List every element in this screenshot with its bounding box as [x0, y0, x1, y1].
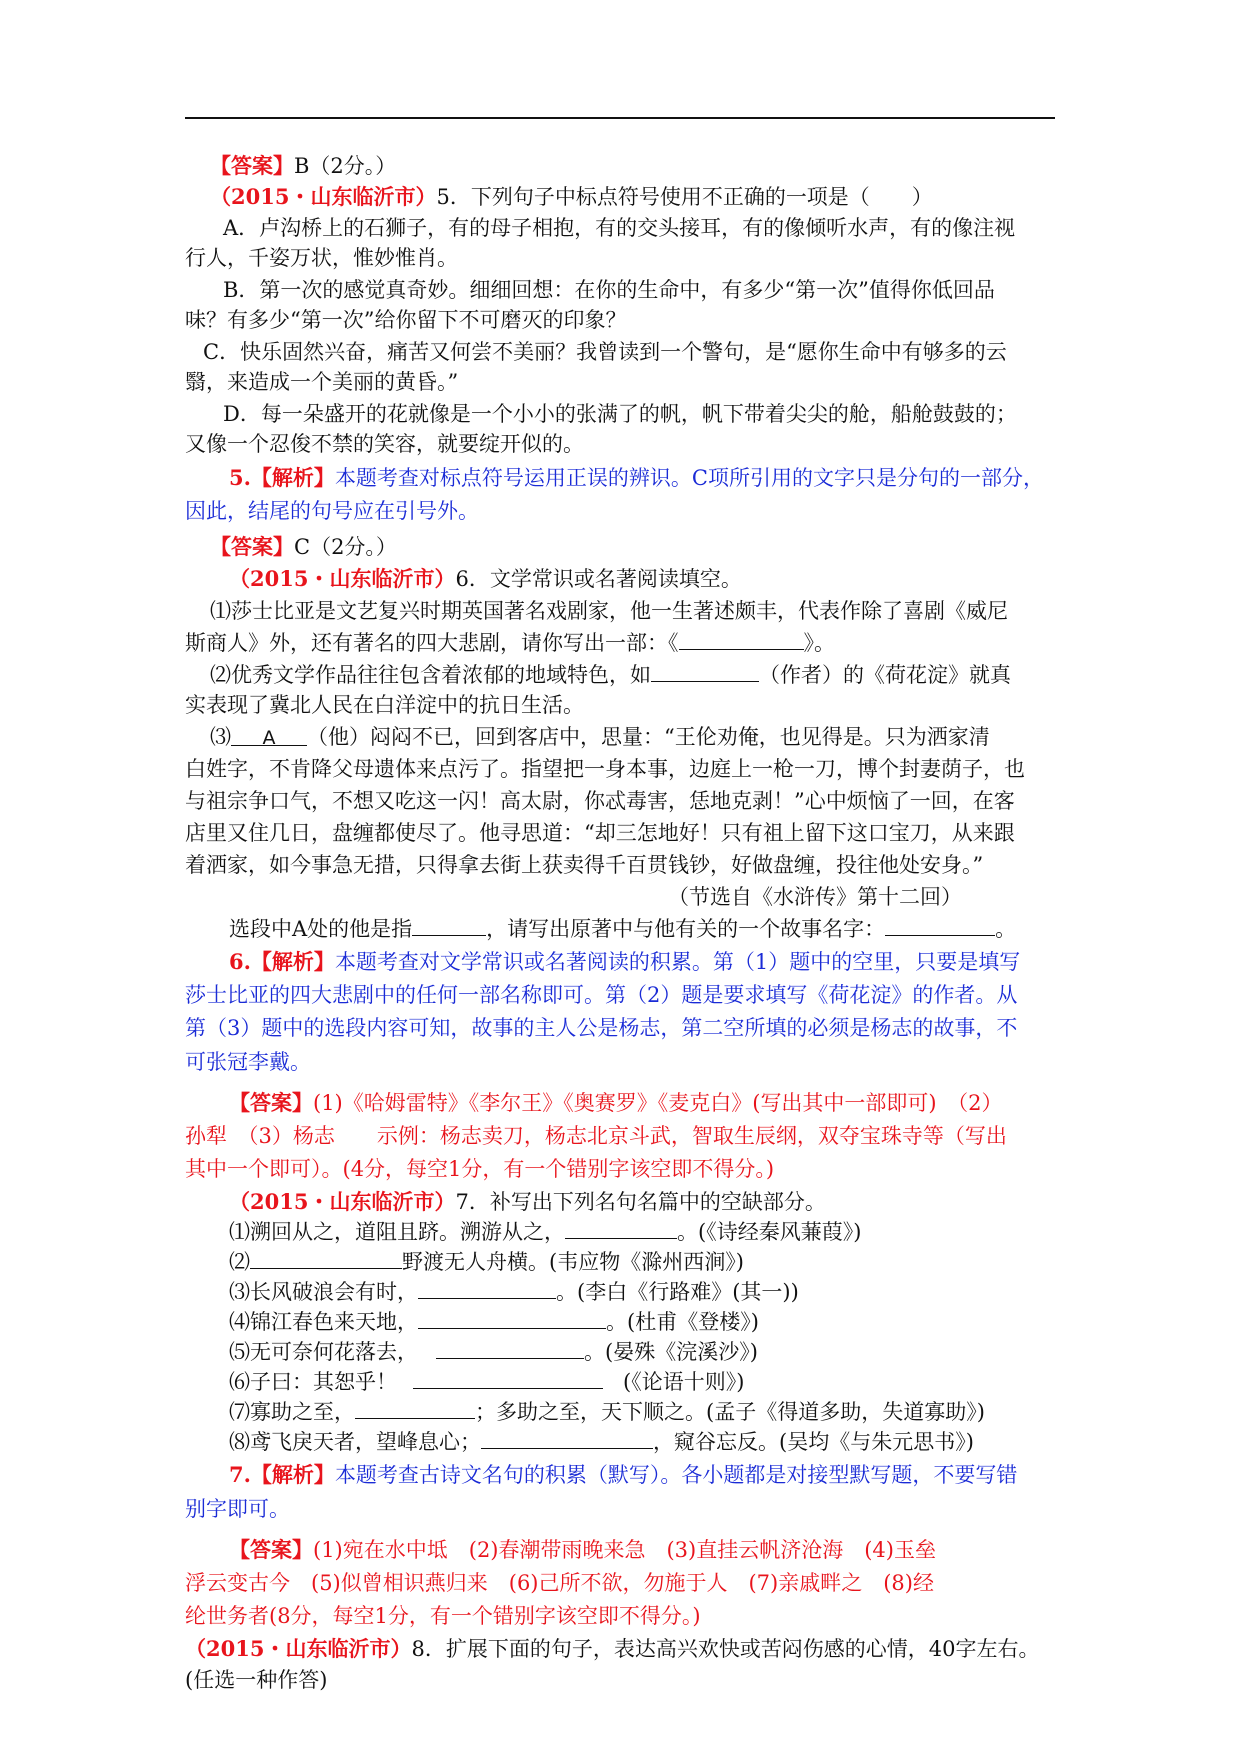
- question-stem: 5．下列句子中标点符号使用不正确的一项是（ ）: [436, 185, 933, 209]
- q8-stem-line: [185, 1634, 1040, 1664]
- q7-item-7: [229, 1396, 985, 1427]
- answer-tag: 【答案】: [229, 1090, 313, 1115]
- answer-tag: 【答案】: [210, 534, 294, 559]
- question-source: （2015・山东临沂市）: [210, 184, 437, 209]
- q5-option-c-line1: C．快乐固然兴奋，痛苦又何尝不美丽？我曾读到一个警句，是“愿你生命中有够多的云: [203, 340, 1007, 364]
- q6-p3-line5: 着洒家，如今事急无措，只得拿去街上获卖得千百贯钱钞，好做盘缠，投往他处安身。”: [185, 853, 984, 877]
- q5-option-a-line1: A．卢沟桥上的石狮子，有的母子相抱，有的交头接耳，有的像倾听水声，有的像注视: [223, 216, 1016, 240]
- question-source: （2015・山东临沂市）: [229, 1189, 456, 1214]
- q7-item-8: [229, 1426, 974, 1457]
- q7-item-source: 。(晏殊《浣溪沙》): [584, 1340, 758, 1364]
- q6-answer-line2: 孙犁 （3）杨志 示例：杨志卖刀，杨志北京斗武，智取生辰纲，双夺宝珠寺等（写出: [185, 1124, 1007, 1148]
- q7-item-text: ⑹子曰：其恕乎！: [229, 1370, 397, 1394]
- q7-item-1: [229, 1216, 861, 1247]
- q7-blank-8[interactable]: [481, 1426, 653, 1449]
- q7-item-text: ⑴溯回从之，道阻且跻。溯游从之，: [229, 1220, 565, 1244]
- q7-item-source: 。(李白《行路难》(其一)): [556, 1280, 799, 1304]
- q7-item-text: ⑶长风破浪会有时，: [229, 1280, 418, 1304]
- q7-answer-line2: 浮云变古今 (5)似曾相识燕归来 (6)己所不欲，勿施于人 (7)亲戚畔之 (8)经: [185, 1571, 934, 1595]
- answer-text: B（2分。）: [294, 154, 397, 178]
- q6-analysis-line1: [229, 947, 1020, 977]
- q5-analysis-line2: 因此，结尾的句号应在引号外。: [185, 499, 479, 523]
- q7-blank-6[interactable]: [413, 1366, 603, 1389]
- q6-analysis-line4: 可张冠李戴。: [185, 1050, 311, 1074]
- q5-option-d-line2: 又像一个忍俊不禁的笑容，就要绽开似的。: [185, 432, 584, 456]
- q6-answer-line1: [229, 1088, 1003, 1118]
- q6-p1-line2: [185, 627, 835, 658]
- q7-blank-7[interactable]: [355, 1396, 475, 1419]
- question-stem: 7．补写出下列名句名篇中的空缺部分。: [455, 1190, 826, 1214]
- q6-p4-line: [229, 913, 1016, 944]
- answer-text: (1)宛在水中坻 (2)春潮带雨晚来急 (3)直挂云帆济沧海 (4)玉垒: [313, 1538, 936, 1562]
- q8-stem-line2: (任选一种作答): [185, 1668, 328, 1692]
- q7-item-6: [229, 1366, 744, 1397]
- q7-item-text: ⑷锦江春色来天地，: [229, 1310, 418, 1334]
- q5-analysis-line1: [229, 463, 1044, 493]
- q6-blank-a[interactable]: A: [231, 723, 307, 746]
- q5-answer-line: [210, 532, 397, 562]
- analysis-text: 本题考查古诗文名句的积累（默写）。各小题都是对接型默写题，不要写错: [334, 1463, 1018, 1487]
- q6-p4-end: 。: [995, 917, 1017, 941]
- q7-item-source: ，窥谷忘反。(吴均《与朱元思书》): [653, 1430, 974, 1454]
- q7-item-3: [229, 1276, 799, 1307]
- question-stem: 8．扩展下面的句子，表达高兴欢快或苦闷伤感的心情，40字左右。: [411, 1637, 1040, 1661]
- q7-analysis-line2: 别字即可。: [185, 1497, 290, 1521]
- q6-p3-text: （他）闷闷不已，回到客店中，思量：“王伦劝俺，也见得是。只为洒家清: [307, 725, 990, 749]
- q7-item-5: [229, 1336, 758, 1367]
- q6-blank-4[interactable]: [885, 913, 995, 936]
- question-stem: 6．文学常识或名著阅读填空。: [455, 567, 742, 591]
- q6-p3-line1: [210, 722, 990, 752]
- q6-p4-text: 选段中A处的他是指: [229, 917, 413, 941]
- q5-option-b-line1: B．第一次的感觉真奇妙。细细回想：在你的生命中，有多少“第一次”值得你低回品: [223, 278, 995, 302]
- q6-p1-line1: ⑴莎士比亚是文艺复兴时期英国著名戏剧家，他一生著述颇丰，代表作除了喜剧《威尼: [210, 599, 1008, 623]
- q7-blank-4[interactable]: [418, 1306, 606, 1329]
- q6-blank-1[interactable]: [679, 627, 804, 650]
- q6-p3-line3: 与祖宗争口气，不想又吃这一闪！高太尉，你忒毒害，恁地克剥！”心中烦恼了一回，在客: [185, 789, 1015, 813]
- answer-tag: 【答案】: [210, 153, 294, 178]
- q5-option-d-line1: D．每一朵盛开的花就像是一个小小的张满了的帆，帆下带着尖尖的舱，船舱鼓鼓的；: [223, 402, 1017, 426]
- q6-analysis-line3: 第（3）题中的选段内容可知，故事的主人公是杨志，第二空所填的必须是杨志的故事，不: [185, 1016, 1018, 1040]
- question-source: （2015・山东临沂市）: [229, 566, 456, 591]
- q7-blank-2[interactable]: [250, 1246, 402, 1269]
- analysis-text: 本题考查对标点符号运用正误的辨识。C项所引用的文字只是分句的一部分，: [334, 466, 1045, 490]
- answer-text: C（2分。）: [294, 535, 397, 559]
- q6-p1-text: 斯商人》外，还有著名的四大悲剧，请你写出一部：《: [185, 631, 679, 655]
- q6-p2-line1: [210, 659, 1011, 690]
- q7-item-4: [229, 1306, 759, 1337]
- q7-blank-3[interactable]: [418, 1276, 556, 1299]
- q5-option-b-line2: 味？有多少“第一次”给你留下不可磨灭的印象？: [185, 308, 627, 332]
- q7-item-text: ⑺寡助之至，: [229, 1400, 355, 1424]
- q6-p3-line4: 店里又住几日，盘缠都使尽了。他寻思道：“却三怎地好！只有祖上留下这口宝刀，从来跟: [185, 821, 1015, 845]
- q6-p3-source: （节选自《水浒传》第十二回）: [668, 885, 962, 909]
- q6-answer-line3: 其中一个即可）。(4分，每空1分，有一个错别字该空即不得分。): [185, 1157, 775, 1181]
- question-source: （2015・山东临沂市）: [185, 1636, 412, 1661]
- q7-item-source: (《论语十则》): [623, 1370, 745, 1394]
- q7-item-source: 。(《诗经秦风蒹葭》): [677, 1220, 862, 1244]
- answer-text: (1)《哈姆雷特》《李尔王》《奥赛罗》《麦克白》(写出其中一部即可) （2）: [313, 1091, 1003, 1115]
- q7-item-2: [229, 1246, 744, 1277]
- analysis-tag: 7.【解析】: [229, 1462, 335, 1487]
- analysis-text: 本题考查对文学常识或名著阅读的积累。第（1）题中的空里，只要是填写: [334, 950, 1021, 974]
- analysis-tag: 6.【解析】: [229, 949, 335, 974]
- q4-answer-line: [210, 151, 396, 181]
- q5-option-c-line2: 翳，来造成一个美丽的黄昏。”: [185, 370, 459, 394]
- q6-p3-number: ⑶: [210, 725, 231, 749]
- q7-item-text: ⑻鸢飞戾天者，望峰息心；: [229, 1430, 481, 1454]
- q6-blank-3[interactable]: [412, 913, 486, 936]
- q7-answer-line3: 纶世务者(8分，每空1分，有一个错别字该空即不得分。): [185, 1604, 701, 1628]
- q6-p2-line2: 实表现了冀北人民在白洋淀中的抗日生活。: [185, 693, 584, 717]
- q6-analysis-line2: 莎士比亚的四大悲剧中的任何一部名称即可。第（2）题是要求填写《荷花淀》的作者。从: [185, 983, 1018, 1007]
- q5-option-a-line2: 行人，千姿万状，惟妙惟肖。: [185, 246, 458, 270]
- header-rule: [185, 117, 1055, 119]
- q6-p3-line2: 白姓字，不肯降父母遗体来点污了。指望把一身本事，边庭上一枪一刀，博个封妻荫子，也: [185, 757, 1025, 781]
- analysis-tag: 5.【解析】: [229, 465, 335, 490]
- q6-stem-line: [229, 564, 742, 594]
- answer-tag: 【答案】: [229, 1537, 313, 1562]
- q7-blank-1[interactable]: [565, 1216, 677, 1239]
- q6-p4-text-mid: ，请写出原著中与他有关的一个故事名字：: [486, 917, 886, 941]
- q7-item-text: ⑵: [229, 1250, 250, 1274]
- q7-item-source: ；多助之至，天下顺之。(孟子《得道多助，失道寡助》): [475, 1400, 985, 1424]
- q7-blank-5[interactable]: [436, 1336, 584, 1359]
- q6-p2-text-after: （作者）的《荷花淀》就真: [759, 663, 1011, 687]
- q7-analysis-line1: [229, 1460, 1017, 1490]
- q6-blank-2[interactable]: [651, 659, 759, 682]
- q7-item-text: ⑸无可奈何花落去，: [229, 1340, 418, 1364]
- q5-stem-line: [210, 182, 933, 212]
- q7-item-source: 。(杜甫《登楼》): [606, 1310, 759, 1334]
- q7-item-source: 野渡无人舟横。(韦应物《滁州西涧》): [402, 1250, 744, 1274]
- q7-answer-line1: [229, 1535, 936, 1565]
- q7-stem-line: [229, 1187, 826, 1217]
- q6-p2-text: ⑵优秀文学作品往往包含着浓郁的地域特色，如: [210, 663, 651, 687]
- q6-p1-close: 》。: [803, 631, 835, 655]
